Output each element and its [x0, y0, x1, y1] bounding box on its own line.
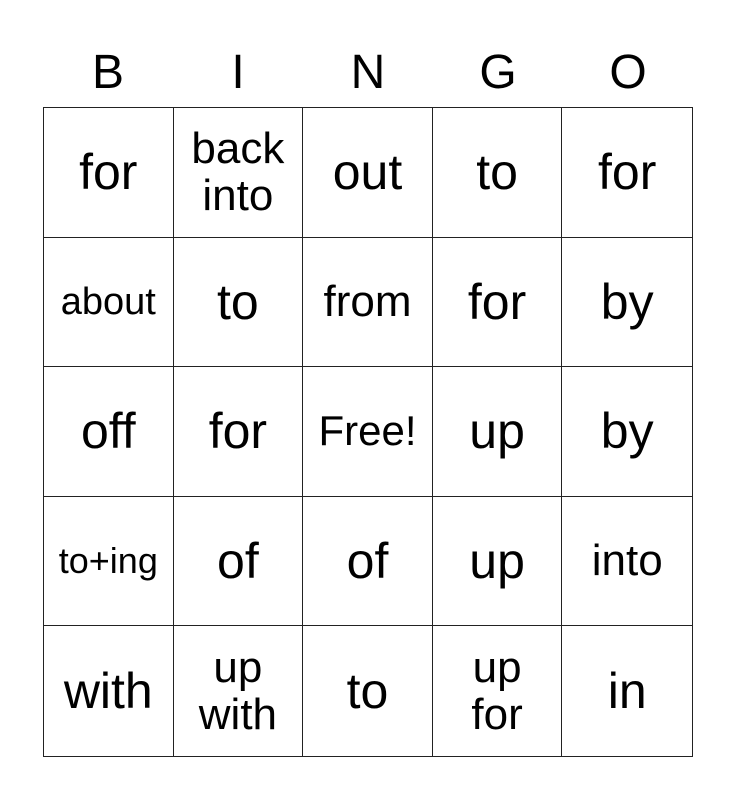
cell-text: about: [60, 280, 156, 323]
cell-text: to: [346, 662, 389, 719]
bingo-cell[interactable]: [433, 367, 563, 497]
bingo-cell[interactable]: [303, 497, 433, 627]
bingo-card-grid: [43, 107, 693, 757]
cell-text: off: [80, 403, 136, 460]
cell-text: to+ing: [58, 540, 158, 582]
cell-text: of: [346, 532, 389, 589]
cell-text: in: [607, 662, 647, 719]
cell-text: up for: [471, 642, 523, 740]
header-letter-n: N: [350, 46, 386, 99]
bingo-cell[interactable]: [174, 108, 304, 238]
bingo-cell[interactable]: [174, 497, 304, 627]
bingo-cell[interactable]: [303, 108, 433, 238]
cell-text: up: [469, 532, 525, 589]
bingo-cell[interactable]: [562, 108, 692, 238]
bingo-header: [43, 40, 693, 106]
bingo-cell[interactable]: [433, 626, 563, 756]
header-letter-i: I: [231, 46, 245, 99]
cell-text: into: [591, 536, 663, 585]
bingo-cell[interactable]: [174, 238, 304, 368]
cell-text: up with: [198, 642, 278, 740]
bingo-cell[interactable]: [44, 367, 174, 497]
bingo-cell[interactable]: [44, 626, 174, 756]
cell-text: for: [208, 403, 268, 460]
cell-text: up: [469, 403, 525, 460]
cell-text: for: [79, 144, 138, 201]
bingo-cell[interactable]: [433, 238, 563, 368]
header-letter-o: O: [609, 46, 647, 99]
bingo-cell[interactable]: [44, 108, 174, 238]
cell-text: by: [600, 273, 654, 330]
cell-text: to: [217, 273, 259, 330]
bingo-cell[interactable]: [44, 238, 174, 368]
bingo-cell[interactable]: [174, 367, 304, 497]
bingo-cell[interactable]: [562, 238, 692, 368]
cell-text: to: [476, 144, 518, 201]
header-letter-g: G: [479, 46, 517, 99]
header-letter-b: B: [91, 46, 124, 99]
cell-text: with: [63, 662, 153, 719]
cell-text: out: [332, 144, 403, 201]
cell-text: by: [600, 403, 654, 460]
cell-text: of: [217, 532, 259, 589]
cell-text: back into: [191, 123, 285, 221]
bingo-cell[interactable]: [303, 238, 433, 368]
bingo-cell[interactable]: [562, 497, 692, 627]
cell-text: from: [323, 276, 412, 326]
bingo-cell[interactable]: [562, 626, 692, 756]
bingo-cell[interactable]: [433, 108, 563, 238]
bingo-cell[interactable]: [174, 626, 304, 756]
cell-text: for: [598, 144, 657, 201]
bingo-free-cell[interactable]: [303, 367, 433, 497]
bingo-cell[interactable]: [303, 626, 433, 756]
bingo-cell[interactable]: [562, 367, 692, 497]
cell-text: Free!: [318, 407, 417, 455]
cell-text: for: [467, 273, 527, 330]
bingo-cell[interactable]: [433, 497, 563, 627]
bingo-cell[interactable]: [44, 497, 174, 627]
